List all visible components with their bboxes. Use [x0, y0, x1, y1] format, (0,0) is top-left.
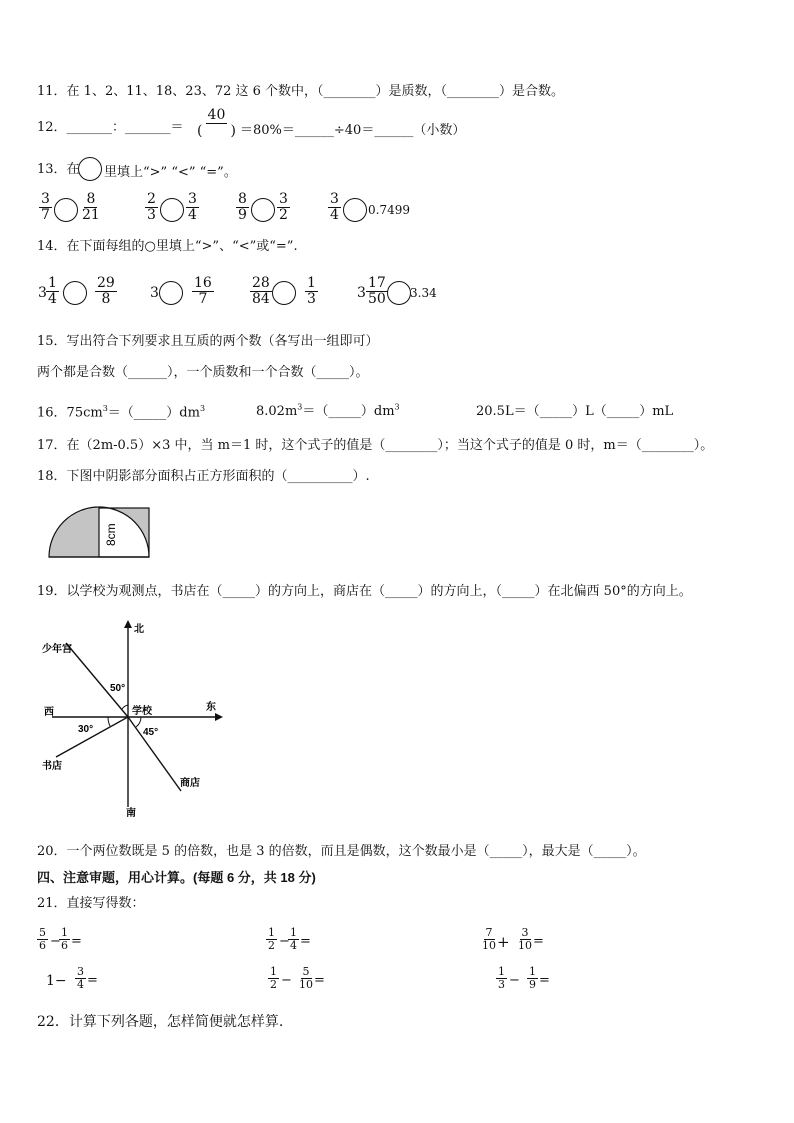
north-label: 北: [134, 624, 144, 635]
q21-eq: =: [314, 973, 325, 988]
compare-circle[interactable]: [343, 198, 367, 222]
question-12-right: ＝80%＝______÷40＝______（小数）: [240, 123, 466, 138]
angle-30-label: 30°: [78, 724, 94, 735]
school-label: 学校: [132, 706, 152, 717]
q18-figure: [47, 506, 151, 559]
q13-frac: 2 3: [147, 191, 156, 223]
q13-frac: 3 7: [41, 191, 50, 223]
angle-45-label: 45°: [143, 727, 159, 738]
q21-op: −: [281, 973, 292, 988]
q14-frac: 16 7: [194, 275, 212, 307]
q14-whole: 3: [150, 285, 159, 301]
angle-50-label: 50°: [110, 683, 126, 694]
q21-frac: 1 9: [529, 965, 536, 991]
q21-op: −: [509, 973, 520, 988]
q14-whole: 3: [357, 285, 366, 301]
question-21: 21．直接写得数：: [37, 896, 145, 911]
q21-eq: =: [533, 934, 544, 949]
question-22: 22．计算下列各题，怎样简便就怎样算.: [37, 1014, 284, 1030]
q21-eq: =: [71, 934, 82, 949]
q12-denominator: ( ): [197, 123, 236, 139]
question-16-b: $8.02m^3=(\_\_\_\_\_)dm^3$: [256, 402, 400, 419]
question-12-left: 12．_______：_______＝: [37, 120, 184, 135]
bookstore-label: 书店: [42, 761, 62, 772]
q21-eq: =: [539, 973, 550, 988]
question-20: 20．一个两位数既是 5 的倍数，也是 3 的倍数，而且是偶数，这个数最小是（_____），最大是（_____）。: [37, 844, 646, 859]
south-label: 南: [126, 808, 136, 817]
q21-frac: 3 10: [518, 926, 532, 952]
question-13-post: 里填上“>” “<” “=”。: [104, 165, 237, 180]
q21-eq: =: [300, 934, 311, 949]
compare-circle[interactable]: [251, 198, 275, 222]
q13-frac: 3 4: [330, 191, 339, 223]
question-16-c: 20.5L＝（_____）L（_____）mL: [476, 404, 674, 419]
question-18: 18．下图中阴影部分面积占正方形面积的（__________）.: [37, 469, 370, 484]
section-4-heading: 四、注意审题，用心计算。(每题 6 分，共 18 分): [37, 870, 316, 885]
question-11: 11．在 1、2、11、18、23、72 这 6 个数中，（________）是质数，（________）是合数。: [37, 84, 565, 99]
q21-frac: 3 4: [77, 965, 84, 991]
q21-eq: =: [87, 973, 98, 988]
q12-fraction: [195, 108, 238, 139]
east-label: 东: [206, 702, 216, 713]
q21-frac: 1 2: [270, 965, 277, 991]
q21-frac: 7 10: [482, 926, 496, 952]
q21-op: +: [497, 933, 510, 951]
question-13-pre: 13．在: [37, 162, 80, 177]
compass-diagram: [38, 617, 233, 817]
compare-circle[interactable]: [54, 198, 78, 222]
q13-frac: 8 9: [238, 191, 247, 223]
q21-frac: 5 6: [39, 926, 46, 952]
youth-palace-label: 少年宫: [42, 644, 72, 655]
q14-frac: 29 8: [97, 275, 115, 307]
q14-frac: 17 50: [368, 275, 386, 307]
q12-numerator: 40: [207, 107, 226, 123]
question-15: 15．写出符合下列要求且互质的两个数（各写出一组即可）: [37, 334, 379, 349]
q13-decimal: 0.7499: [368, 203, 410, 217]
q14-frac: 28 84: [252, 275, 270, 307]
question-15b: 两个都是合数（______），一个质数和一个合数（_____）。: [37, 365, 369, 380]
compare-circle[interactable]: [387, 281, 411, 305]
question-19: 19．以学校为观测点，书店在（_____）的方向上，商店在（_____）的方向上，（_____）在北偏西 50°的方向上。: [37, 584, 692, 599]
q21-op: −: [279, 934, 290, 949]
q14-frac: 1 4: [48, 275, 57, 307]
q13-frac: 3 4: [188, 191, 197, 223]
compare-circle[interactable]: [272, 281, 296, 305]
q21-frac: 1 2: [268, 926, 275, 952]
q13-circle-example: [78, 157, 102, 181]
shop-label: 商店: [180, 778, 200, 789]
q13-frac: 8 21: [82, 191, 100, 223]
q21-frac: 1 6: [61, 926, 68, 952]
q21-frac: 1 4: [290, 926, 297, 952]
q14-frac: 1 3: [307, 275, 316, 307]
q14-whole: 3: [38, 285, 47, 301]
q14-decimal: 3.34: [410, 286, 437, 300]
q21-frac: 5 10: [299, 965, 313, 991]
q18-length-label: 8cm: [104, 523, 118, 546]
question-17: 17．在（2m-0.5）×3 中，当 m＝1 时，这个式子的值是（________）；当这个式子的值是 0 时，m＝（________）。: [37, 438, 714, 453]
question-16: 16．$75cm^3=(\_\_\_\_\_)dm^3$: [37, 404, 206, 421]
compare-circle[interactable]: [160, 198, 184, 222]
q21-lead: 1−: [46, 973, 67, 989]
q21-op: −: [50, 934, 61, 949]
question-14: 14．在下面每组的○里填上“>”、“<”或“=”.: [37, 239, 298, 254]
west-label: 西: [44, 707, 54, 718]
q21-frac: 1 3: [498, 965, 505, 991]
q13-frac: 3 2: [279, 191, 288, 223]
compare-circle[interactable]: [159, 281, 183, 305]
compare-circle[interactable]: [63, 281, 87, 305]
